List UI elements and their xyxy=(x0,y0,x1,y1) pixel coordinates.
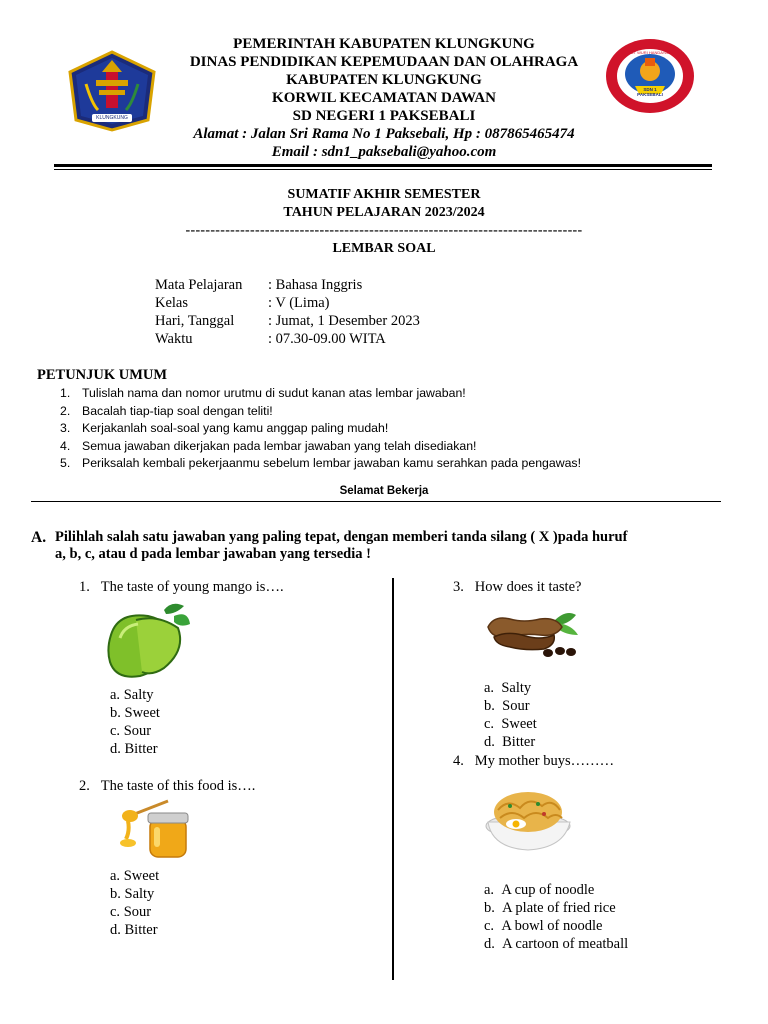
question-text: The taste of young mango is…. xyxy=(100,579,284,595)
info-label-time: Waktu xyxy=(155,331,193,347)
letterhead-line-2: DINAS PENDIDIKAN KEPEMUDAAN DAN OLAHRAGA xyxy=(189,54,579,70)
list-item-number: 3. xyxy=(60,421,71,436)
exam-subtitle: LEMBAR SOAL xyxy=(332,241,436,256)
question-3 xyxy=(453,579,581,596)
list-item-text: Periksalah kembali pekerjaanmu sebelum lembar jawaban kamu serahkan pada pengawas! xyxy=(82,456,581,471)
list-item xyxy=(60,385,581,403)
q1-option-b: b. Sweet xyxy=(110,705,160,721)
exam-dashes: -------------------------------------------------------------------------------- xyxy=(185,223,583,238)
right-logo-caption-bottom: SDN 1 PAKSEBALI xyxy=(637,87,663,97)
section-a-letter: A. xyxy=(31,529,47,546)
list-item-number: 4. xyxy=(60,438,71,453)
mango-icon xyxy=(102,598,192,680)
noodle-bowl-icon xyxy=(482,774,575,860)
list-item-text: Semua jawaban dikerjakan pada lembar jawaban yang telah disediakan! xyxy=(82,438,477,453)
question-text: The taste of this food is…. xyxy=(100,778,256,794)
info-label-class: Kelas xyxy=(155,295,189,311)
letterhead-thick-rule xyxy=(54,164,712,167)
q4-option-a: a. A cup of noodle xyxy=(484,882,595,898)
info-value-subject: : Bahasa Inggris xyxy=(268,277,363,293)
info-label-subject: Mata Pelajaran xyxy=(155,277,243,293)
q2-option-c: c. Sour xyxy=(110,904,152,920)
info-value-class: : V (Lima) xyxy=(268,295,330,311)
q4-option-b: b. A plate of fried rice xyxy=(484,900,616,916)
info-value-time: : 07.30-09.00 WITA xyxy=(268,331,386,347)
q2-option-a: a. Sweet xyxy=(110,868,160,884)
question-4 xyxy=(453,753,614,770)
list-item-text: Tulislah nama dan nomor urutmu di sudut kanan atas lembar jawaban! xyxy=(82,386,466,400)
right-logo-caption-top: TUT WURI HANDAYANI xyxy=(628,50,672,55)
list-item xyxy=(60,420,581,438)
question-text: How does it taste? xyxy=(474,579,582,595)
q3-option-a: a. Salty xyxy=(484,680,532,696)
tamarind-icon xyxy=(484,605,580,661)
list-item xyxy=(60,438,581,456)
question-number: 1. xyxy=(79,579,90,595)
question-number: 4. xyxy=(453,753,464,769)
list-item-number: 2. xyxy=(60,403,71,418)
question-1 xyxy=(79,579,284,596)
question-number: 2. xyxy=(79,778,90,794)
letterhead-line-3: KABUPATEN KLUNGKUNG xyxy=(286,72,482,88)
question-text: My mother buys……… xyxy=(474,753,615,769)
q2-option-d: d. Bitter xyxy=(110,922,158,938)
q1-option-d: d. Bitter xyxy=(110,741,158,757)
list-item xyxy=(60,455,581,473)
general-instructions-title: PETUNJUK UMUM xyxy=(37,367,168,383)
exam-title-2: TAHUN PELAJARAN 2023/2024 xyxy=(283,205,485,220)
q2-option-b: b. Salty xyxy=(110,886,155,902)
question-2 xyxy=(79,778,255,795)
info-label-date: Hari, Tanggal xyxy=(155,313,235,329)
q1-option-a: a. Salty xyxy=(110,687,154,703)
list-item-number: 1. xyxy=(60,386,71,400)
letterhead-address: Alamat : Jalan Sri Rama No 1 Paksebali, Hp : 087865465474 xyxy=(193,126,575,142)
q4-option-c: c. A bowl of noodle xyxy=(484,918,603,934)
list-item-number: 5. xyxy=(60,456,71,471)
exam-title-1: SUMATIF AKHIR SEMESTER xyxy=(287,187,481,202)
general-instructions-list xyxy=(60,385,581,473)
q3-option-c: c. Sweet xyxy=(484,716,537,732)
q1-option-c: c. Sour xyxy=(110,723,152,739)
letterhead-thin-rule xyxy=(54,169,712,170)
left-logo-caption: KLUNGKUNG xyxy=(96,115,128,121)
section-a-line-2: a, b, c, atau d pada lembar jawaban yang tersedia ! xyxy=(55,546,371,562)
section-a-line-1: Pilihlah salah satu jawaban yang paling tepat, dengan memberi tanda silang ( X )pada huruf xyxy=(55,529,628,545)
letterhead-line-5: SD NEGERI 1 PAKSEBALI xyxy=(292,108,476,124)
honey-icon xyxy=(118,797,196,861)
info-value-date: : Jumat, 1 Desember 2023 xyxy=(268,313,420,329)
list-item xyxy=(60,403,581,421)
column-divider xyxy=(392,578,394,980)
list-item-text: Kerjakanlah soal-soal yang kamu anggap paling mudah! xyxy=(82,421,389,436)
letterhead-line-1: PEMERINTAH KABUPATEN KLUNGKUNG xyxy=(233,36,535,52)
q3-option-d: d. Bitter xyxy=(484,734,536,750)
letterhead-line-4: KORWIL KECAMATAN DAWAN xyxy=(272,90,496,106)
question-number: 3. xyxy=(453,579,464,595)
closing-greeting: Selamat Bekerja xyxy=(339,485,429,497)
section-divider-rule xyxy=(31,501,721,502)
q4-option-d: d. A cartoon of meatball xyxy=(484,936,629,952)
letterhead-email: Email : sdn1_paksebali@yahoo.com xyxy=(271,144,497,160)
q3-option-b: b. Sour xyxy=(484,698,530,714)
list-item-text: Bacalah tiap-tiap soal dengan teliti! xyxy=(82,403,273,418)
